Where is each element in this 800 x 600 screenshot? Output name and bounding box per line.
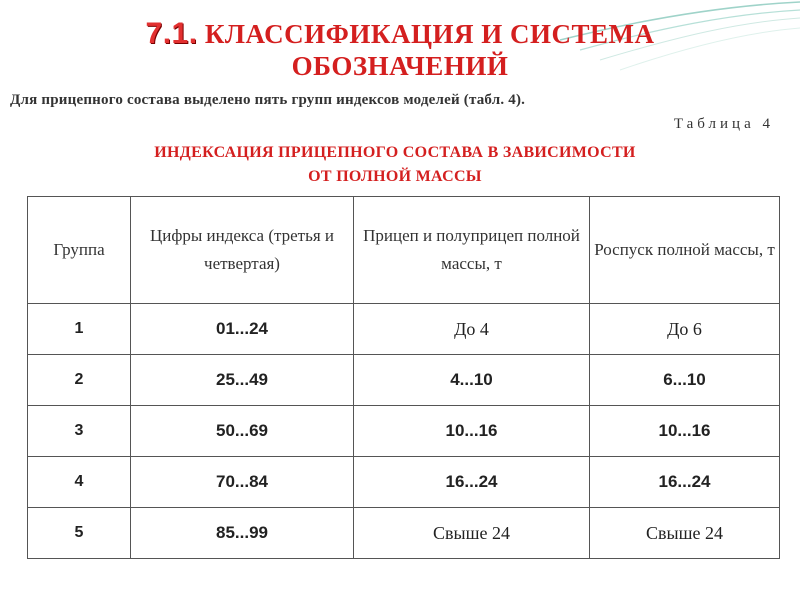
table-row <box>28 304 780 355</box>
cell-group: 5 <box>28 508 131 559</box>
table-row <box>28 406 780 457</box>
cell-dolly: До 6 <box>590 304 780 355</box>
cell-trailer: До 4 <box>354 304 590 355</box>
cell-trailer: Свыше 24 <box>354 508 590 559</box>
caption-line2: ОТ ПОЛНОЙ МАССЫ <box>308 168 482 185</box>
table-row <box>28 508 780 559</box>
intro-text: Для прицепного состава выделено пять групп индексов моделей (табл. 4). <box>10 92 526 108</box>
cell-trailer: 10...16 <box>354 406 590 457</box>
table-row <box>28 457 780 508</box>
cell-index: 70...84 <box>131 457 354 508</box>
table-row <box>28 355 780 406</box>
cell-index: 01...24 <box>131 304 354 355</box>
cell-dolly: 6...10 <box>590 355 780 406</box>
cell-dolly: 10...16 <box>590 406 780 457</box>
cell-trailer: 4...10 <box>354 355 590 406</box>
cell-dolly: 16...24 <box>590 457 780 508</box>
table-number: Таблица 4 <box>673 116 774 132</box>
title-number: 7.1. <box>145 17 198 50</box>
cell-index: 50...69 <box>131 406 354 457</box>
header-index-digits: Цифры индекса (третья и четвертая) <box>131 197 354 304</box>
title-line2: ОБОЗНАЧЕНИЙ <box>291 51 509 81</box>
table-caption <box>100 141 690 189</box>
cell-group: 3 <box>28 406 131 457</box>
cell-group: 1 <box>28 304 131 355</box>
header-group: Группа <box>28 197 131 304</box>
title-line1: КЛАССИФИКАЦИЯ И СИСТЕМА <box>204 19 655 49</box>
header-dolly-mass: Роспуск полной массы, т <box>590 197 780 304</box>
cell-group: 4 <box>28 457 131 508</box>
table-header-row <box>28 197 780 304</box>
index-table <box>27 196 780 559</box>
cell-dolly: Свыше 24 <box>590 508 780 559</box>
cell-index: 85...99 <box>131 508 354 559</box>
cell-index: 25...49 <box>131 355 354 406</box>
caption-line1: ИНДЕКСАЦИЯ ПРИЦЕПНОГО СОСТАВА В ЗАВИСИМОСТИ <box>154 144 636 161</box>
header-trailer-mass: Прицеп и полуприцеп полной массы, т <box>354 197 590 304</box>
cell-trailer: 16...24 <box>354 457 590 508</box>
page-title <box>60 18 740 82</box>
cell-group: 2 <box>28 355 131 406</box>
